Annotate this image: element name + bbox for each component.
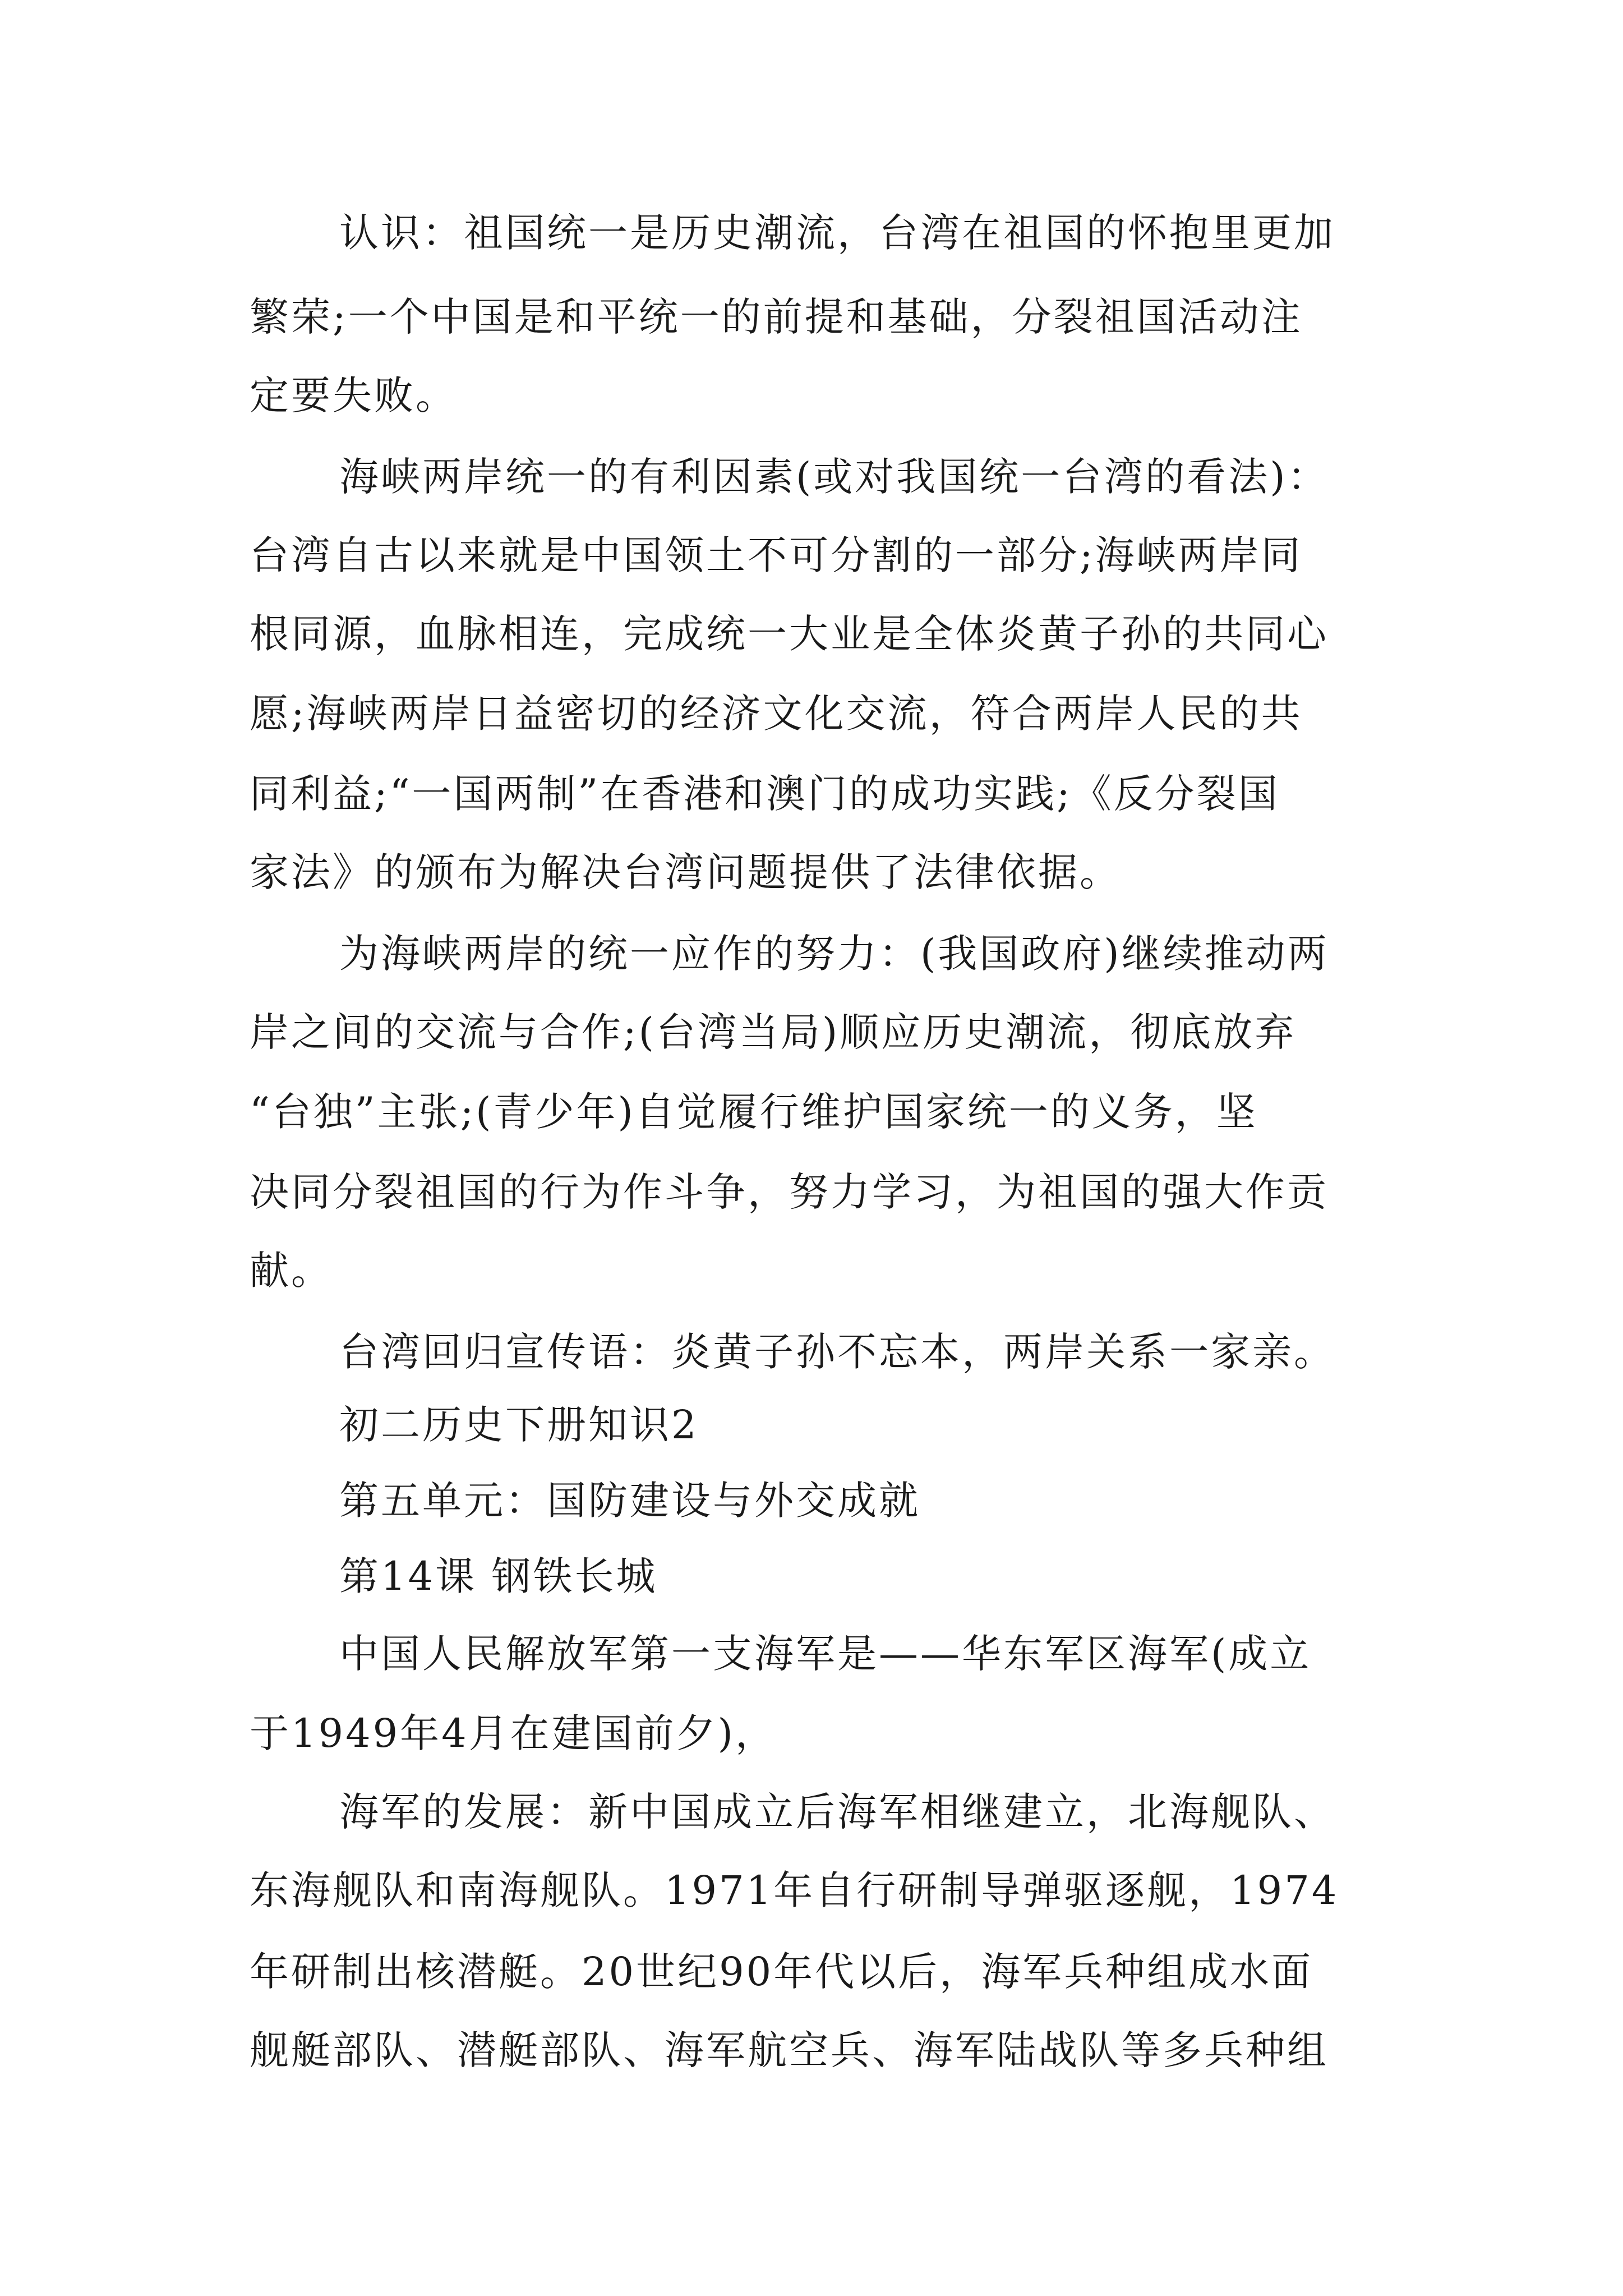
text-line: 东海舰队和南海舰队。1971年自行研制导弹驱逐舰，1974 [250,1867,1339,1913]
text-line: 同利益;“一国两制”在香港和澳门的成功实践;《反分裂国 [250,771,1280,817]
text-line: “台独”主张;(青少年)自觉履行维护国家统一的义务，坚 [250,1089,1258,1135]
unit-heading: 第五单元：国防建设与外交成就 [339,1478,920,1524]
text-line: 愿;海峡两岸日益密切的经济文化交流，符合两岸人民的共 [250,691,1303,737]
lesson-heading: 第14课 钢铁长城 [339,1553,658,1599]
text-line: 年研制出核潜艇。20世纪90年代以后，海军兵种组成水面 [250,1949,1313,1995]
text-line: 家法》的颁布为解决台湾问题提供了法律依据。 [250,849,1121,895]
text-line: 海峡两岸统一的有利因素(或对我国统一台湾的看法)： [339,454,1329,500]
text-line: 台湾自古以来就是中国领土不可分割的一部分;海峡两岸同 [250,532,1303,578]
text-line: 认识：祖国统一是历史潮流，台湾在祖国的怀抱里更加 [339,210,1335,256]
text-line: 于1949年4月在建国前夕)， [250,1710,777,1756]
text-line: 为海峡两岸的统一应作的努力：(我国政府)继续推动两 [339,931,1329,977]
text-line: 舰艇部队、潜艇部队、海军航空兵、海军陆战队等多兵种组 [250,2027,1329,2073]
text-line: 决同分裂祖国的行为作斗争，努力学习，为祖国的强大作贡 [250,1169,1329,1215]
text-line: 岸之间的交流与合作;(台湾当局)顺应历史潮流，彻底放弃 [250,1009,1297,1055]
text-line: 根同源，血脉相连，完成统一大业是全体炎黄子孙的共同心 [250,611,1329,657]
text-line: 繁荣;一个中国是和平统一的前提和基础，分裂祖国活动注 [250,294,1303,340]
text-line: 中国人民解放军第一支海军是——华东军区海军(成立 [339,1631,1312,1677]
text-line: 献。 [250,1248,333,1294]
text-line: 定要失败。 [250,372,457,418]
text-line: 海军的发展：新中国成立后海军相继建立，北海舰队、 [339,1789,1335,1835]
text-line: 台湾回归宣传语：炎黄子孙不忘本，两岸关系一家亲。 [339,1329,1335,1375]
section-heading: 初二历史下册知识2 [339,1402,699,1448]
